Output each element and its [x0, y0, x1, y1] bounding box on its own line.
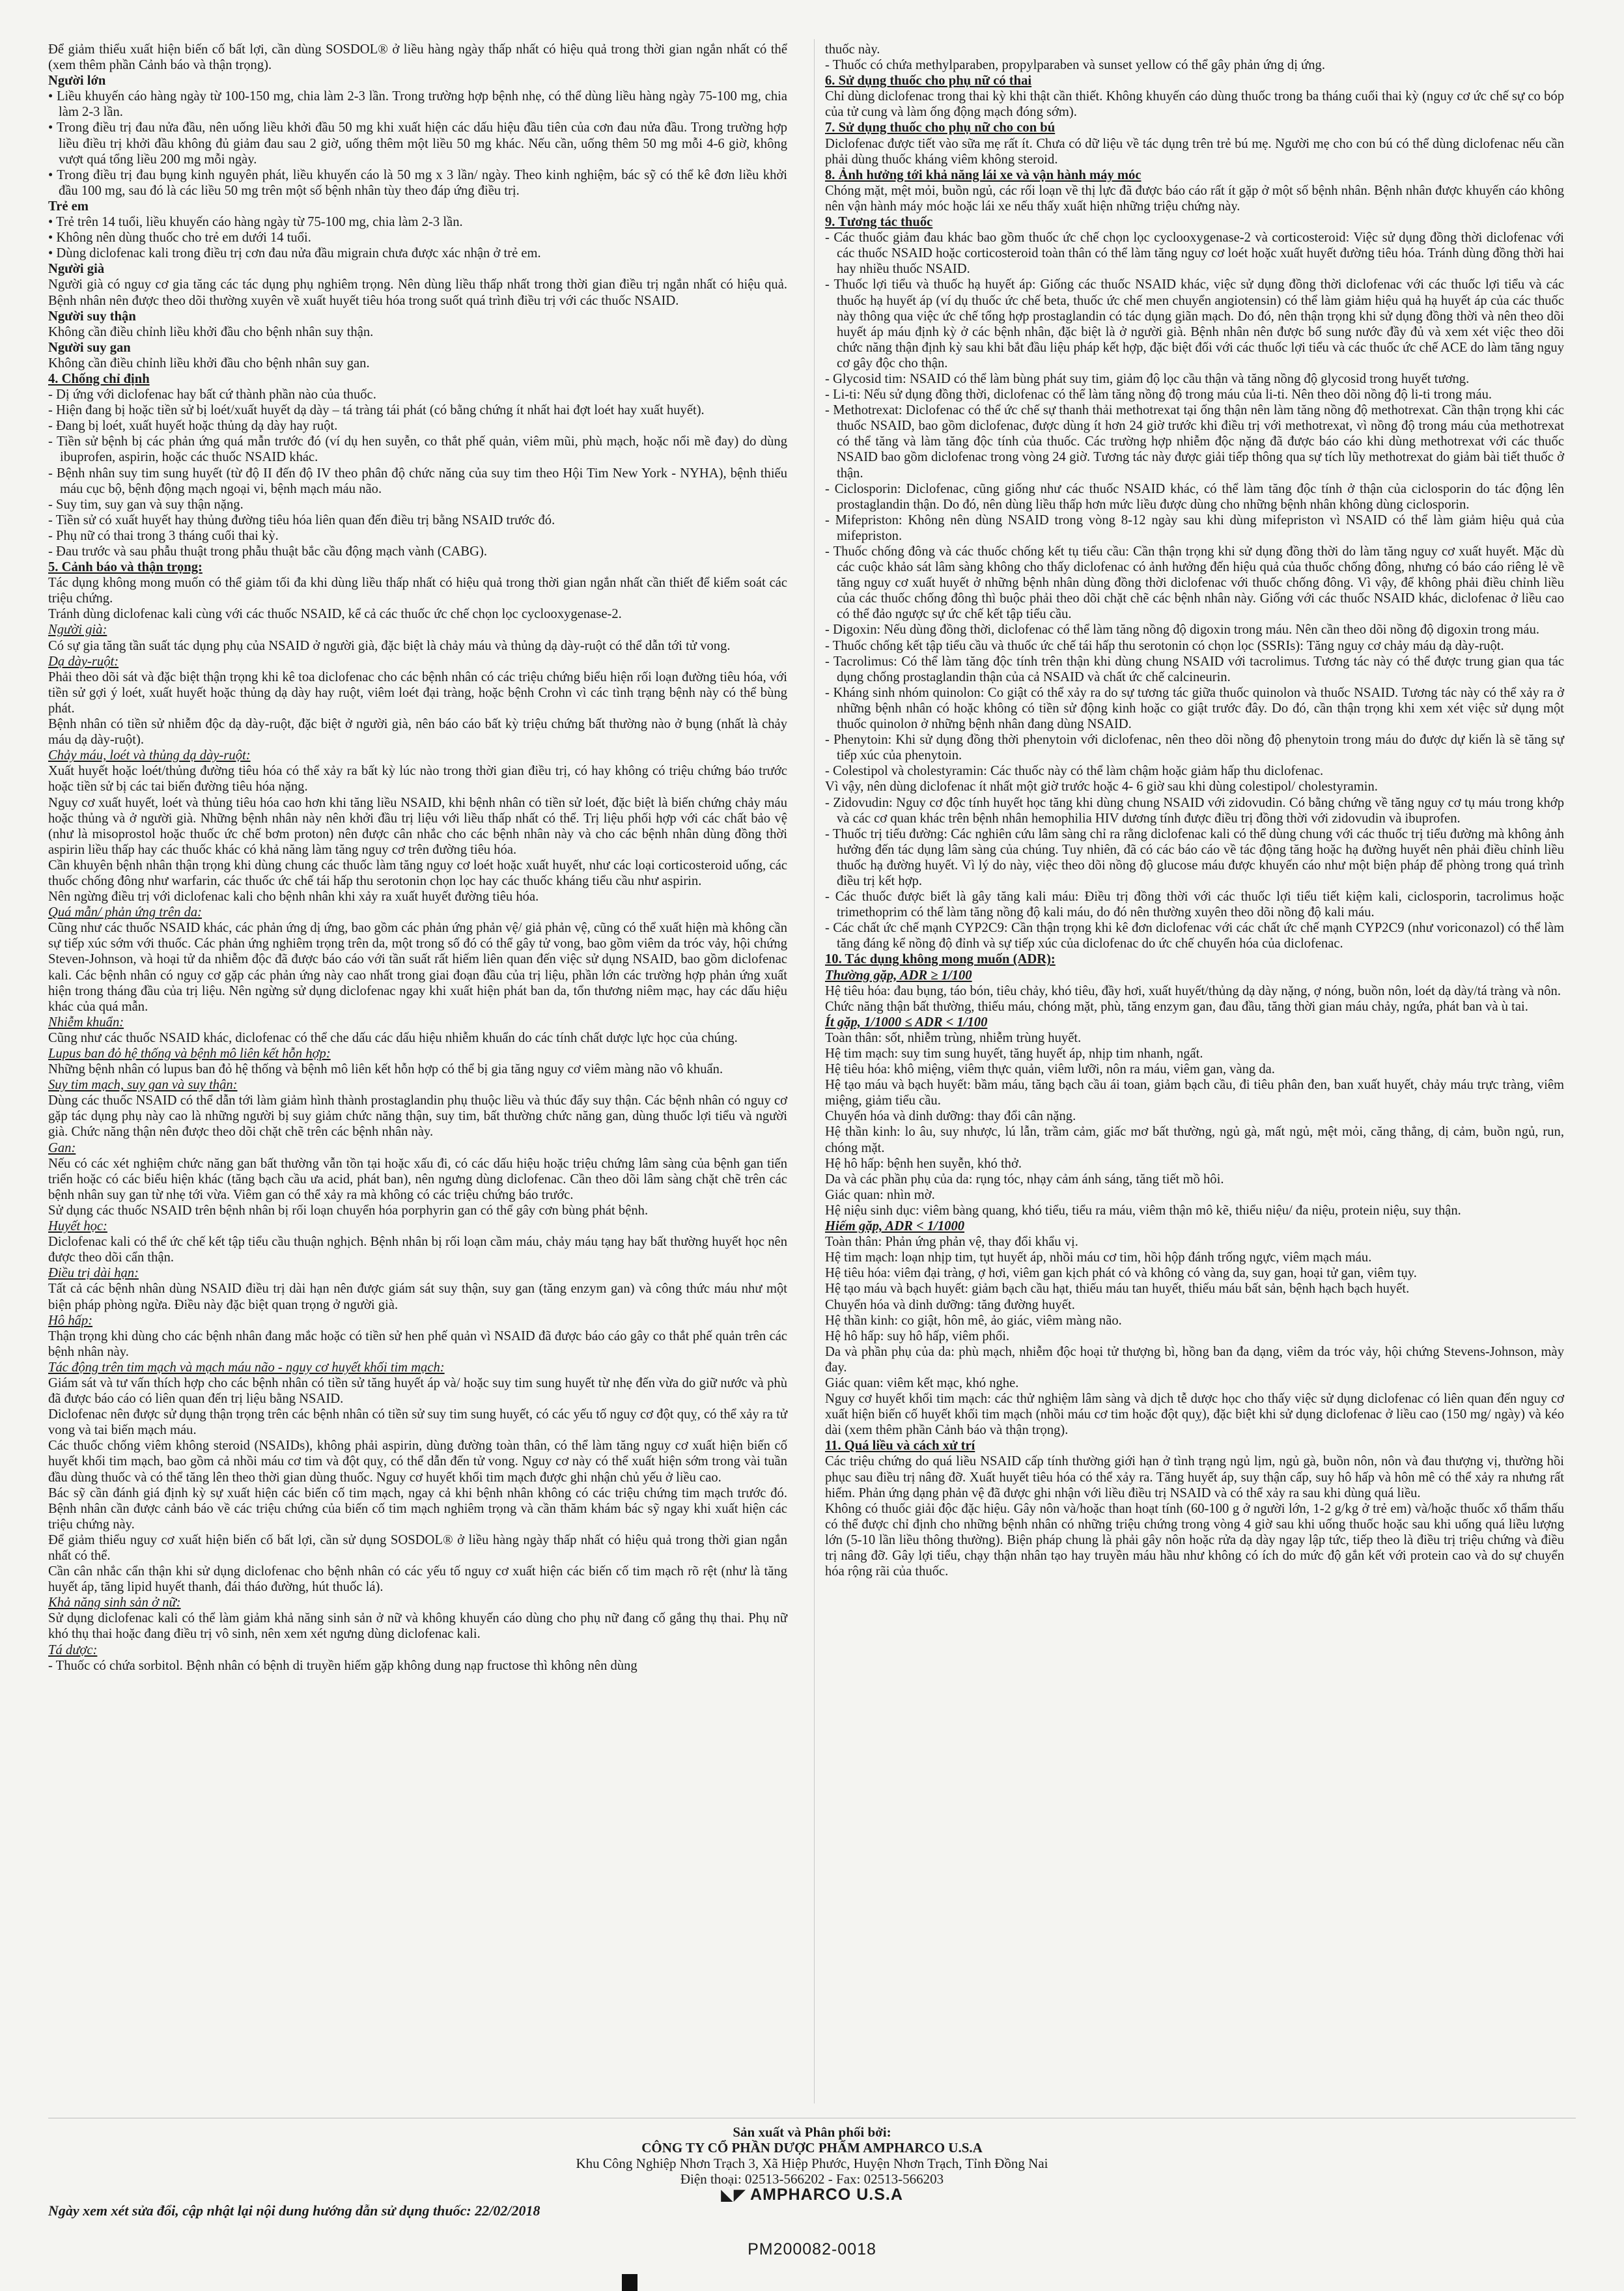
paragraph: - Thuốc chống kết tập tiểu cầu và thuốc ức chế tái hấp thu serotonin có chọn lọc (SSRIs): Tăng nguy cơ chảy máu dạ dày-ruột. — [825, 638, 1504, 653]
paragraph: - Thuốc lợi tiểu và thuốc hạ huyết áp: Giống các thuốc NSAID khác, việc sử dụng đồng thời diclofenac với các thuốc lợi tiểu và các thuốc hạ huyết áp (ví dụ thuốc ức chế beta, thuốc ức chế men chuyển angiotensin) có thể làm giảm hiệu quả hạ huyết áp của các thuốc này thông qua việc ức chế tổng hợp prostaglandin có tác dụng giãn mạch. Do đó, nên thận trọng khi sử dụng đồng thời và nên theo dõi huyết áp máu định kỳ ở các bệnh nhân, đặc biệt là ở người già. Bệnh nhân nên được bổ sung nước đầy đủ và xem xét việc theo dõi chức năng thận định kỳ sau khi bắt đầu liệu pháp kết hợp, đặc biệt đối với các thuốc lợi tiểu và các thuốc ức chế ACE do làm tăng nguy cơ gây độc cho thận. — [825, 277, 1564, 371]
section-heading: 8. Ảnh hưởng tới khả năng lái xe và vận hành máy móc — [825, 167, 1141, 182]
paragraph: Cũng như các thuốc NSAID khác, diclofenac có thể che dấu các dấu hiệu nhiễm khuẩn do các tính chất dược lực học của chúng. — [48, 1030, 738, 1045]
subsection-heading: Điều trị dài hạn: — [48, 1266, 139, 1281]
paragraph: • Liều khuyến cáo hàng ngày từ 100-150 mg, chia làm 2-3 lần. Trong trường hợp bệnh nhẹ, có thể dùng liều hàng ngày 75-100 mg, chia làm 2-3 lần. — [48, 89, 787, 120]
section-heading: 11. Quá liều và cách xử trí — [825, 1439, 975, 1454]
paragraph: Diclofenac kali có thể ức chế kết tập tiểu cầu thuận nghịch. Bệnh nhân bị rối loạn cầm máu, chảy máu tạng hay bất thường huyết học nên được theo dõi cẩn thận. — [48, 1235, 787, 1265]
paragraph: Hệ tim mạch: loạn nhịp tim, tụt huyết áp, nhồi máu cơ tim, hồi hộp đánh trống ngực, viêm mạch máu. — [825, 1250, 1372, 1265]
paragraph: Da và các phần phụ của da: rụng tóc, nhạy cảm ánh sáng, tăng tiết mồ hôi. — [825, 1172, 1224, 1187]
paragraph: Chuyển hóa và dinh dưỡng: thay đổi cân nặng. — [825, 1109, 1076, 1124]
paragraph: - Zidovudin: Nguy cơ độc tính huyết học tăng khi dùng chung NSAID với zidovudin. Có bằng chứng về tăng nguy cơ tụ máu trong khớp và các cơ quan khác trên bệnh nhân hemophilia HIV dương tính được điều trị đồng thời với zidovudin và ibuprofen. — [825, 795, 1564, 826]
paragraph: Diclofenac được tiết vào sữa mẹ rất ít. Chưa có dữ liệu về tác dụng trên trẻ bú mẹ. Người mẹ cho con bú có thể dùng diclofenac nếu cần phải dùng thuốc kháng viêm không steroid. — [825, 136, 1564, 167]
paragraph: Hệ tiêu hóa: viêm đại tràng, ợ hơi, viêm gan kịch phát có và không có vàng da, suy gan, hoại tử gan, viêm tụy. — [825, 1266, 1417, 1281]
paragraph: Có sự gia tăng tần suất tác dụng phụ của NSAID ở người già, đặc biệt là chảy máu và thủng dạ dày-ruột có thể dẫn tới tử vong. — [48, 638, 731, 653]
paragraph: Không cần điều chỉnh liều khởi đầu cho bệnh nhân suy thận. — [48, 324, 374, 339]
section-heading: Người suy thận — [48, 309, 136, 324]
paragraph: Người già có nguy cơ gia tăng các tác dụng phụ nghiêm trọng. Nên dùng liều thấp nhất trong thời gian điều trị ngắn nhất có hiệu quả. Bệnh nhân nên được theo dõi thường xuyên về xuất huyết tiêu hóa trong suốt quá trình điều trị với các thuốc NSAID. — [48, 277, 787, 308]
subsection-heading: Khả năng sinh sản ở nữ: — [48, 1595, 181, 1610]
paragraph: - Các chất ức chế mạnh CYP2C9: Cần thận trọng khi kê đơn diclofenac với các chất ức chế mạnh CYP2C9 (như voriconazol) có thể làm tăng đáng kể nồng độ đỉnh và sự tiếp xúc của diclofenac do ức chế chuyển hóa của diclofenac. — [825, 921, 1564, 951]
paragraph: Toàn thân: sốt, nhiễm trùng, nhiễm trùng huyết. — [825, 1030, 1082, 1045]
paragraph: Nên ngừng điều trị với diclofenac kali cho bệnh nhân khi xảy ra xuất huyết đường tiêu hóa. — [48, 890, 539, 905]
paragraph: - Tiền sử có xuất huyết hay thủng đường tiêu hóa liên quan đến điều trị bằng NSAID trước đó. — [48, 513, 555, 527]
paragraph: - Glycosid tim: NSAID có thể làm bùng phát suy tim, giảm độ lọc cầu thận và tăng nồng độ glycosid trong huyết tương. — [825, 371, 1470, 386]
brand-logo — [0, 2187, 1624, 2203]
paragraph: Chức năng thận bất thường, thiếu máu, chóng mặt, phù, tăng enzym gan, đau đầu, tăng thời gian máu chảy, ngứa, phát ban và ù tai. — [825, 999, 1528, 1014]
company-name: CÔNG TY CỔ PHẦN DƯỢC PHẨM AMPHARCO U.S.A — [641, 2140, 983, 2156]
paragraph: Hệ thần kinh: co giật, hôn mê, ảo giác, viêm màng não. — [825, 1313, 1122, 1328]
paragraph: Phải theo dõi sát và đặc biệt thận trọng khi kê toa diclofenac cho các bệnh nhân có các triệu chứng biểu hiện rối loạn đường tiêu hóa, với tiền sử gợi ý loét, xuất huyết hoặc thủng dạ dày hay ruột, viêm loét đại tràng, hoặc bệnh Crohn vì các tình trạng bệnh này có thể bùng phát. — [48, 669, 787, 716]
review-date: Ngày xem xét sửa đổi, cập nhật lại nội dung hướng dẫn sử dụng thuốc: 22/02/2018 — [48, 2202, 540, 2219]
paragraph: Hệ niệu sinh dục: viêm bàng quang, khó tiểu, tiểu ra máu, viêm thận mô kẽ, thiểu niệu/ đa niệu, protein niệu, suy thận. — [825, 1203, 1461, 1218]
paragraph: Hệ thần kinh: lo âu, suy nhược, lú lẫn, trầm cảm, giấc mơ bất thường, ngủ gà, mất ngủ, mệt mỏi, căng thẳng, dị cảm, buồn ngủ, run, chóng mặt. — [825, 1125, 1564, 1155]
paragraph: - Thuốc chống đông và các thuốc chống kết tụ tiểu cầu: Cần thận trọng khi sử dụng đồng thời do làm tăng nguy cơ xuất huyết. Mặc dù các cuộc khảo sát lâm sàng không cho thấy diclofenac có ảnh hưởng đến hiệu quả của thuốc chống đông, nhưng có báo cáo riêng lẻ về tăng nguy cơ xuất huyết ở những bệnh nhân dùng đồng thời diclofenac với thuốc chống đông. Vì vậy, để không phải điều chỉnh liều của các thuốc chống đông thì buộc phải theo dõi chặt chẽ các bệnh nhân này. Giống với các thuốc NSAID khác, diclofenac ở liều cao có thể đảo ngược sự ức chế kết tập tiểu cầu. — [825, 544, 1564, 622]
paragraph: - Kháng sinh nhóm quinolon: Co giật có thể xảy ra do sự tương tác giữa thuốc quinolon và thuốc NSAID. Tương tác này có thể xảy ra ở những bệnh nhân có hoặc không có tiền sử động kinh hoặc co giật trước đây. Do đó, cần thận trọng khi xem xét việc sử dụng một thuốc quinolon ở những bệnh nhân đang dùng NSAID. — [825, 685, 1564, 732]
paragraph: Chuyển hóa và dinh dưỡng: tăng đường huyết. — [825, 1297, 1075, 1312]
paragraph: Chóng mặt, mệt mỏi, buồn ngủ, các rối loạn về thị lực đã được báo cáo rất ít gặp ở một số bệnh nhân. Bệnh nhân được khuyến cáo không nên vận hành máy móc hoặc lái xe nếu thấy xuất hiện những triệu chứng này. — [825, 183, 1564, 214]
paragraph: • Trong điều trị đau bụng kinh nguyên phát, liều khuyến cáo là 50 mg x 3 lần/ ngày. Theo kinh nghiệm, bác sỹ có thể kê đơn liều khởi đầu 100 mg, sau đó là các liều 50 mg trên một số bệnh nhân tùy theo đáp ứng điều trị. — [48, 167, 787, 198]
section-heading: Trẻ em — [48, 199, 89, 214]
subsection-heading: Nhiễm khuẩn: — [48, 1015, 124, 1030]
section-heading: 7. Sử dụng thuốc cho phụ nữ cho con bú — [825, 120, 1056, 135]
subsection-heading: Quá mẫn/ phản ứng trên da: — [48, 905, 203, 920]
left-text-column — [48, 42, 787, 1674]
paragraph: - Phenytoin: Khi sử dụng đồng thời phenytoin với diclofenac, nên theo dõi nồng độ phenytoin trong máu do được dự kiến là sẽ tăng sự tiếp xúc của phenytoin. — [825, 733, 1564, 763]
paragraph: Tất cả các bệnh nhân dùng NSAID điều trị dài hạn nên được giám sát suy thận, suy gan (tăng enzym gan) và công thức máu như một biện pháp phòng ngừa. Điều này đặc biệt quan trọng ở người già. — [48, 1282, 787, 1312]
document-code: PM200082-0018 — [748, 2240, 876, 2258]
paragraph: Giám sát và tư vấn thích hợp cho các bệnh nhân có tiền sử tăng huyết áp và/ hoặc suy tim sung huyết từ nhẹ đến vừa do giữ nước và phù đã được báo cáo có liên quan đến trị liệu bằng NSAID. — [48, 1375, 787, 1407]
paragraph: Hệ tim mạch: suy tim sung huyết, tăng huyết áp, nhịp tim nhanh, ngất. — [825, 1047, 1203, 1061]
section-heading: Ít gặp, 1/1000 ≤ ADR < 1/100 — [825, 1015, 988, 1030]
subsection-heading: Tá dược: — [48, 1642, 98, 1657]
paragraph: Tránh dùng diclofenac kali cùng với các thuốc NSAID, kể cả các thuốc ức chế chọn lọc cyclooxygenase-2. — [48, 607, 622, 622]
manufacturer-footer — [0, 2124, 1624, 2203]
paragraph: Diclofenac nên được sử dụng thận trọng trên các bệnh nhân có tiền sử suy tim sung huyết, có các yếu tố nguy cơ đột quỵ, có thể xảy ra tử vong và tai biến mạch máu. — [48, 1407, 787, 1438]
paragraph: Các thuốc chống viêm không steroid (NSAIDs), không phải aspirin, dùng đường toàn thân, có thể làm tăng nguy cơ xuất hiện biến cố huyết khối tim mạch, bao gồm cả nhồi máu cơ tim và đột quỵ, có thể dẫn đến tử vong. Nguy cơ này có thể xuất hiện sớm trong vài tuần đầu dùng thuốc và có thể tăng lên theo thời gian dùng thuốc. Nguy cơ huyết khối tim mạch được ghi nhận chủ yếu ở liều cao. — [48, 1439, 787, 1485]
subsection-heading: Huyết học: — [48, 1219, 107, 1234]
subsection-heading: Lupus ban đỏ hệ thống và bệnh mô liên kết hỗn hợp: — [48, 1047, 331, 1061]
brand-name: AMPHARCO U.S.A — [750, 2186, 903, 2204]
paragraph: Các triệu chứng do quá liều NSAID cấp tính thường giới hạn ở tình trạng ngủ lịm, ngủ gà, buồn nôn, nôn và đau thượng vị, thường hồi phục sau điều trị nâng đỡ. Xuất huyết tiêu hóa có thể xảy ra. Tăng huyết áp, suy thận cấp, suy hô hấp và hôn mê có thể xảy ra nhưng rất hiếm. Phản ứng dạng phản vệ đã được ghi nhận với liều điều trị NSAID và có thể xảy ra sau khi dùng quá liều. — [825, 1454, 1564, 1500]
paragraph: Giác quan: nhìn mờ. — [825, 1187, 935, 1202]
section-heading: 9. Tương tác thuốc — [825, 215, 933, 230]
paragraph: Da và phần phụ của da: phù mạch, nhiễm độc hoại tử thượng bì, hồng ban đa dạng, viêm da tróc vảy, hội chứng Stevens-Johnson, mày đay. — [825, 1344, 1564, 1375]
paragraph: • Trẻ trên 14 tuổi, liều khuyến cáo hàng ngày từ 75-100 mg, chia làm 2-3 lần. — [48, 215, 463, 230]
paragraph: - Suy tim, suy gan và suy thận nặng. — [48, 497, 244, 512]
paragraph: Để giảm thiểu nguy cơ xuất hiện biến cố bất lợi, cần sử dụng SOSDOL® ở liều hàng ngày thấp nhất có hiệu quả trong thời gian ngắn nhất có thể. — [48, 1532, 787, 1563]
paragraph: Để giảm thiểu xuất hiện biến cố bất lợi, cần dùng SOSDOL® ở liều hàng ngày thấp nhất có hiệu quả trong thời gian ngắn nhất có thể (xem thêm phần Cảnh báo và thận trọng). — [48, 42, 787, 73]
paragraph: - Methotrexat: Diclofenac có thể ức chế sự thanh thải methotrexat tại ống thận nên làm tăng nồng độ methotrexat. Cần thận trọng khi các thuốc NSAID, bao gồm diclofenac, được dùng ít hơn 24 giờ trước khi điều trị với methotrexat, vì nồng độ trong máu của methotrexat có thể tăng và làm tăng độc tính của thuốc. Các trường hợp nhiễm độc nặng đã được báo cáo khi dùng methotrexat với các thuốc NSAID bao gồm diclofenac trong vòng 24 giờ. Tương tác này được giải tiếp thông qua sự tích lũy methotrexat do giảm bài tiết thuốc ở thận. — [825, 403, 1564, 481]
paragraph: - Đau trước và sau phẫu thuật trong phẫu thuật bắc cầu động mạch vành (CABG). — [48, 544, 487, 559]
paragraph: Giác quan: viêm kết mạc, khó nghe. — [825, 1375, 1019, 1390]
paragraph: Nguy cơ huyết khối tim mạch: các thử nghiệm lâm sàng và dịch tễ dược học cho thấy việc sử dụng diclofenac có liên quan đến nguy cơ xuất hiện biến cố huyết khối tim mạch (nhồi máu cơ tim hoặc đột quỵ), đặc biệt khi sử dụng diclofenac ở liều cao (150 mg/ ngày) và kéo dài (xem thêm phần Cảnh báo và thận trọng). — [825, 1392, 1564, 1438]
paragraph: - Tacrolimus: Có thể làm tăng độc tính trên thận khi dùng chung NSAID với tacrolimus. Tương tác này có thể được trung gian qua tác dụng chống prostaglandin thận của cả NSAID và chất ức chế calcineurin. — [825, 654, 1564, 684]
paragraph: Tác dụng không mong muốn có thể giảm tối đa khi dùng liều thấp nhất có hiệu quả trong thời gian ngắn nhất cần thiết để kiểm soát các triệu chứng. — [48, 576, 787, 606]
paragraph: Hệ tạo máu và bạch huyết: giảm bạch cầu hạt, thiếu máu tan huyết, thiếu máu bất sản, bệnh hạch bạch huyết. — [825, 1282, 1410, 1297]
paragraph: - Bệnh nhân suy tim sung huyết (từ độ II đến độ IV theo phân độ chức năng của suy tim theo Hội Tim New York - NYHA), bệnh thiếu máu cục bộ, bệnh động mạch ngoại vi, bệnh mạch máu não. — [48, 466, 787, 496]
section-heading: Thường gặp, ADR ≥ 1/100 — [825, 968, 972, 983]
paragraph: • Trong điều trị đau nửa đầu, nên uống liều khởi đầu 50 mg khi xuất hiện các dấu hiệu đầu tiên của cơn đau nửa đầu. Trong trường hợp liều điều trị khởi đầu không đủ giảm đau sau 2 giờ, uống thêm một liều 50 mg khác. Nếu cần, uống thêm 50 mg mỗi 4-6 giờ, không vượt quá tổng liều 200 mg mỗi ngày. — [48, 120, 787, 167]
paragraph: - Thuốc trị tiểu đường: Các nghiên cứu lâm sàng chỉ ra rằng diclofenac kali có thể dùng chung với các thuốc trị tiểu đường mà không ảnh hưởng đến tác dụng lâm sàng của chúng. Tuy nhiên, đã có các báo cáo về tác động tăng hoặc hạ đường huyết nên phải điều chỉnh liều thuốc hạ đường huyết. Vì lý do này, việc theo dõi nồng độ glucose máu được khuyến cáo như một biện pháp để phòng trong quá trình điều trị kết hợp. — [825, 826, 1564, 888]
paragraph: Bác sỹ cần đánh giá định kỳ sự xuất hiện các biến cố tim mạch, ngay cả khi bệnh nhân không có các triệu chứng tim mạch trước đó. Bệnh nhân cần được cảnh báo về các triệu chứng của biến cố tim mạch nghiêm trọng và cần thăm khám bác sỹ ngay khi xuất hiện các triệu chứng này. — [48, 1485, 787, 1532]
paragraph: thuốc này. — [825, 42, 880, 57]
subsection-heading: Hô hấp: — [48, 1313, 93, 1328]
paragraph: - Dị ứng với diclofenac hay bất cứ thành phần nào của thuốc. — [48, 387, 376, 402]
section-heading: 6. Sử dụng thuốc cho phụ nữ có thai — [825, 74, 1032, 89]
paragraph: Sử dụng các thuốc NSAID trên bệnh nhân bị rối loạn chuyển hóa porphyrin gan có thể gây cơn bùng phát bệnh. — [48, 1203, 649, 1218]
paragraph: Không cần điều chỉnh liều khởi đầu cho bệnh nhân suy gan. — [48, 356, 370, 371]
column-divider — [814, 39, 815, 2103]
paragraph: - Thuốc có chứa methylparaben, propylparaben và sunset yellow có thể gây phản ứng dị ứng. — [825, 58, 1325, 73]
paragraph: - Li-ti: Nếu sử dụng đồng thời, diclofenac có thể làm tăng nồng độ trong máu của li-ti. Nên theo dõi nồng độ li-ti trong máu. — [825, 387, 1492, 402]
paragraph: Không có thuốc giải độc đặc hiệu. Gây nôn và/hoặc than hoạt tính (60-100 g ở người lớn, 1-2 g/kg ở trẻ em) và/hoặc thuốc xổ thẩm thấu có thể được chỉ định cho những bệnh nhân có những triệu chứng trong vòng 4 giờ sau khi uống thuốc hoặc sau khi uống quá liều lượng lớn (5-10 lần liều thông thường). Biện pháp chung là phải gây nôn hoặc rửa dạ dày ngay lập tức, tiếp theo là điều trị triệu chứng và điều trị nâng đỡ. Gây lợi tiểu, chạy thận nhân tạo hay truyền máu hầu như không có ích do mức độ gắn kết với protein cao và do sự chuyển hóa rộng rãi của thuốc. — [825, 1501, 1564, 1579]
paragraph: Hệ tiêu hóa: khô miệng, viêm thực quản, viêm lưỡi, nôn ra máu, viêm gan, vàng da. — [825, 1062, 1275, 1077]
ampharco-logo-icon: ◣◤ — [721, 2186, 747, 2204]
section-heading: 5. Cảnh báo và thận trọng: — [48, 560, 203, 575]
paragraph: - Đang bị loét, xuất huyết hoặc thủng dạ dày hay ruột. — [48, 419, 338, 434]
paragraph: - Phụ nữ có thai trong 3 tháng cuối thai kỳ. — [48, 528, 279, 543]
paragraph: Hệ hô hấp: suy hô hấp, viêm phổi. — [825, 1328, 1010, 1343]
paragraph: Xuất huyết hoặc loét/thủng đường tiêu hóa có thể xảy ra bất kỳ lúc nào trong thời gian điều trị, có hay không có triệu chứng báo trước hoặc tiền sử bị các tai biến đường tiêu hóa nặng. — [48, 764, 787, 794]
paragraph: Bệnh nhân có tiền sử nhiễm độc dạ dày-ruột, đặc biệt ở người già, nên báo cáo bất kỳ triệu chứng bất thường nào ở bụng (nhất là chảy máu dạ dày-ruột). — [48, 717, 787, 748]
paragraph: - Các thuốc được biết là gây tăng kali máu: Điều trị đồng thời với các thuốc lợi tiểu tiết kiệm kali, ciclosporin, tacrolimus hoặc trimethoprim có thể làm tăng nồng độ kali máu, do đó nên thường xuyên theo dõi nồng độ kali máu. — [825, 890, 1564, 920]
paragraph: Sử dụng diclofenac kali có thể làm giảm khả năng sinh sản ở nữ và không khuyến cáo dùng cho phụ nữ đang cố gắng thụ thai. Phụ nữ khó thụ thai hoặc đang điều trị vô sinh, nên xem xét ngưng dùng diclofenac kali. — [48, 1611, 787, 1642]
subsection-heading: Tác động trên tim mạch và mạch máu não - nguy cơ huyết khối tim mạch: — [48, 1360, 445, 1375]
paragraph: - Colestipol và cholestyramin: Các thuốc này có thể làm chậm hoặc giảm hấp thu diclofenac. — [825, 764, 1324, 779]
paragraph: Chỉ dùng diclofenac trong thai kỳ khi thật cần thiết. Không khuyến cáo dùng thuốc trong ba tháng cuối thai kỳ (nguy cơ ức chế sự co bóp của tử cung và làm ống động mạch đóng sớm). — [825, 89, 1564, 120]
paragraph: - Mifepriston: Không nên dùng NSAID trong vòng 8-12 ngày sau khi dùng mifepriston vì NSAID có thể làm giảm hiệu quả của mifepriston. — [825, 513, 1564, 543]
paragraph: - Hiện đang bị hoặc tiền sử bị loét/xuất huyết dạ dày – tá tràng tái phát (có bằng chứng ít nhất hai đợt loét hay xuất huyết). — [48, 403, 705, 418]
section-heading: 4. Chống chỉ định — [48, 371, 150, 386]
print-registration-mark — [622, 2274, 637, 2291]
section-heading: Hiếm gặp, ADR < 1/1000 — [825, 1219, 965, 1234]
subsection-heading: Suy tim mạch, suy gan và suy thận: — [48, 1078, 238, 1093]
paragraph: Nguy cơ xuất huyết, loét và thủng tiêu hóa cao hơn khi tăng liều NSAID, khi bệnh nhân có tiền sử loét, đặc biệt là biến chứng chảy máu hoặc thủng và ở người già. Những bệnh nhân này nên khởi đầu trị liệu với liều thấp nhất có thể. Trị liệu phối hợp với các chất bảo vệ (như là misoprostol hoặc thuốc ức chế bơm proton) nên được cân nhắc cho các bệnh nhân này và cho các bệnh nhân dùng đồng thời aspirin liều thấp hay các thuốc khác có khả năng làm tăng nguy cơ trên đường tiêu hóa. — [48, 795, 787, 857]
paragraph: - Digoxin: Nếu dùng đồng thời, diclofenac có thể làm tăng nồng độ digoxin trong máu. Nên cần theo dõi nồng độ digoxin trong máu. — [825, 623, 1540, 638]
right-text-column — [825, 42, 1564, 1579]
paragraph: • Không nên dùng thuốc cho trẻ em dưới 14 tuổi. — [48, 231, 311, 246]
subsection-heading: Chảy máu, loét và thủng dạ dày-ruột: — [48, 748, 251, 763]
section-heading: Người già — [48, 262, 105, 277]
paragraph: Vì vậy, nên dùng diclofenac ít nhất một giờ trước hoặc 4- 6 giờ sau khi dùng colestipol/ cholestyramin. — [825, 780, 1378, 794]
company-address: Khu Công Nghiệp Nhơn Trạch 3, Xã Hiệp Phước, Huyện Nhơn Trạch, Tỉnh Đồng Nai — [576, 2156, 1048, 2171]
paragraph: Hệ tiêu hóa: đau bụng, táo bón, tiêu chảy, khó tiêu, đầy hơi, xuất huyết/thủng dạ dày nặng, ợ nóng, buồn nôn, loét dạ dày/tá tràng và nôn. — [825, 983, 1561, 998]
paragraph: Nếu có các xét nghiệm chức năng gan bất thường vẫn tồn tại hoặc xấu đi, có các dấu hiệu hoặc triệu chứng lâm sàng của bệnh gan tiến triển hoặc có các biểu hiện khác (tăng bạch cầu ưa acid, phát ban), nên ngưng dùng diclofenac. Cần theo dõi lâm sàng chặt chẽ trên các bệnh nhân suy gan từ nhẹ tới vừa. Viêm gan có thể xảy ra mà không có các triệu chứng báo trước. — [48, 1156, 787, 1202]
paragraph: Những bệnh nhân có lupus ban đỏ hệ thống và bệnh mô liên kết hỗn hợp có thể bị gia tăng nguy cơ viêm màng não vô khuẩn. — [48, 1062, 723, 1077]
paragraph: Cần khuyên bệnh nhân thận trọng khi dùng chung các thuốc làm tăng nguy cơ loét hoặc xuất huyết, như các loại corticosteroid uống, các thuốc chống đông như warfarin, các thuốc ức chế tái hấp thu serotonin chọn lọc hay các thuốc kháng tiểu cầu như aspirin. — [48, 858, 787, 888]
company-phone: Điện thoại: 02513-566202 - Fax: 02513-566203 — [680, 2171, 944, 2187]
paragraph: - Thuốc có chứa sorbitol. Bệnh nhân có bệnh di truyền hiếm gặp không dung nạp fructose thì không nên dùng — [48, 1658, 637, 1673]
subsection-heading: Gan: — [48, 1140, 76, 1155]
paragraph: - Các thuốc giảm đau khác bao gồm thuốc ức chế chọn lọc cyclooxygenase-2 và corticosteroid: Việc sử dụng đồng thời diclofenac với các thuốc NSAID hoặc corticosteroid toàn thân có thể làm tăng nguy cơ loét hoặc xuất huyết đường tiêu hóa. Tránh dùng đồng thời hai hay nhiều thuốc NSAID. — [825, 231, 1564, 277]
section-heading: Người lớn — [48, 74, 106, 89]
paragraph: • Dùng diclofenac kali trong điều trị cơn đau nửa đầu migrain chưa được xác nhận ở trẻ em. — [48, 246, 541, 261]
section-heading: 10. Tác dụng không mong muốn (ADR): — [825, 952, 1056, 967]
paragraph: - Tiền sử bệnh bị các phản ứng quá mẫn trước đó (ví dụ hen suyễn, co thắt phế quản, viêm mũi, phù mạch, hoặc nổi mề đay) do dùng ibuprofen, aspirin, hoặc các thuốc NSAID khác. — [48, 434, 787, 465]
paragraph: Thận trọng khi dùng cho các bệnh nhân đang mắc hoặc có tiền sử hen phế quản vì NSAID đã được báo cáo gây co thắt phế quản trên các bệnh nhân này. — [48, 1328, 787, 1359]
subsection-heading: Người già: — [48, 623, 107, 638]
paragraph: Hệ tạo máu và bạch huyết: bầm máu, tăng bạch cầu ái toan, giảm bạch cầu, đi tiêu phân đen, ban xuất huyết, chảy máu trực tràng, viêm miệng, giảm tiểu cầu. — [825, 1078, 1564, 1108]
manufactured-by-label: Sản xuất và Phân phối bởi: — [733, 2124, 891, 2140]
paragraph: Hệ hô hấp: bệnh hen suyễn, khó thở. — [825, 1156, 1022, 1171]
paragraph: Cần cân nhắc cẩn thận khi sử dụng diclofenac cho bệnh nhân có các yếu tố nguy cơ xuất hiện các biến cố tim mạch rõ rệt (như là tăng huyết áp, tăng lipid huyết thanh, đái tháo đường, hút thuốc lá). — [48, 1564, 787, 1595]
subsection-heading: Dạ dày-ruột: — [48, 654, 119, 669]
paragraph: Cũng như các thuốc NSAID khác, các phản ứng dị ứng, bao gồm các phản ứng phản vệ/ giả phản vệ, cũng có thể xuất hiện mà không cần sự tiếp xúc sớm với thuốc. Các phản ứng nghiêm trọng trên da, một trong số đó có thể gây tử vong, bao gồm viêm da tróc vảy, hội chứng Steven-Johnson, và hoại tử da nhiễm độc đã được báo cáo với tần suất rất hiếm liên quan đến việc sử dụng NSAID, bao gồm diclofenac kali. Các bệnh nhân có nguy cơ gặp các phản ứng này cao nhất trong giai đoạn đầu của trị liệu, phần lớn các trường hợp phản ứng xuất hiện trong tháng đầu của trị liệu. Nên ngừng sử dụng diclofenac ngay khi xuất hiện phát ban da, tổn thương niêm mạc, hay các dấu hiệu khác của quá mẫn. — [48, 921, 787, 1014]
section-heading: Người suy gan — [48, 340, 131, 355]
paragraph: - Ciclosporin: Diclofenac, cũng giống như các thuốc NSAID khác, có thể làm tăng độc tính ở thận của ciclosporin do tác động lên prostaglandin thận. Do đó, nên dùng liều thấp hơn mức liều được dùng cho những bệnh nhân không dùng ciclosporin. — [825, 481, 1564, 512]
paragraph: Toàn thân: Phản ứng phản vệ, thay đổi khẩu vị. — [825, 1235, 1078, 1250]
paragraph: Dùng các thuốc NSAID có thể dẫn tới làm giảm hình thành prostaglandin phụ thuộc liều và thúc đẩy suy thận. Các bệnh nhân có nguy cơ gặp tác dụng phụ này cao là những người bị suy giảm chức năng thận, suy tim, bất thường chức năng gan, dùng thuốc lợi tiểu và người già. Chức năng thận nên được theo dõi chặt chẽ trên các bệnh nhân này. — [48, 1093, 787, 1140]
